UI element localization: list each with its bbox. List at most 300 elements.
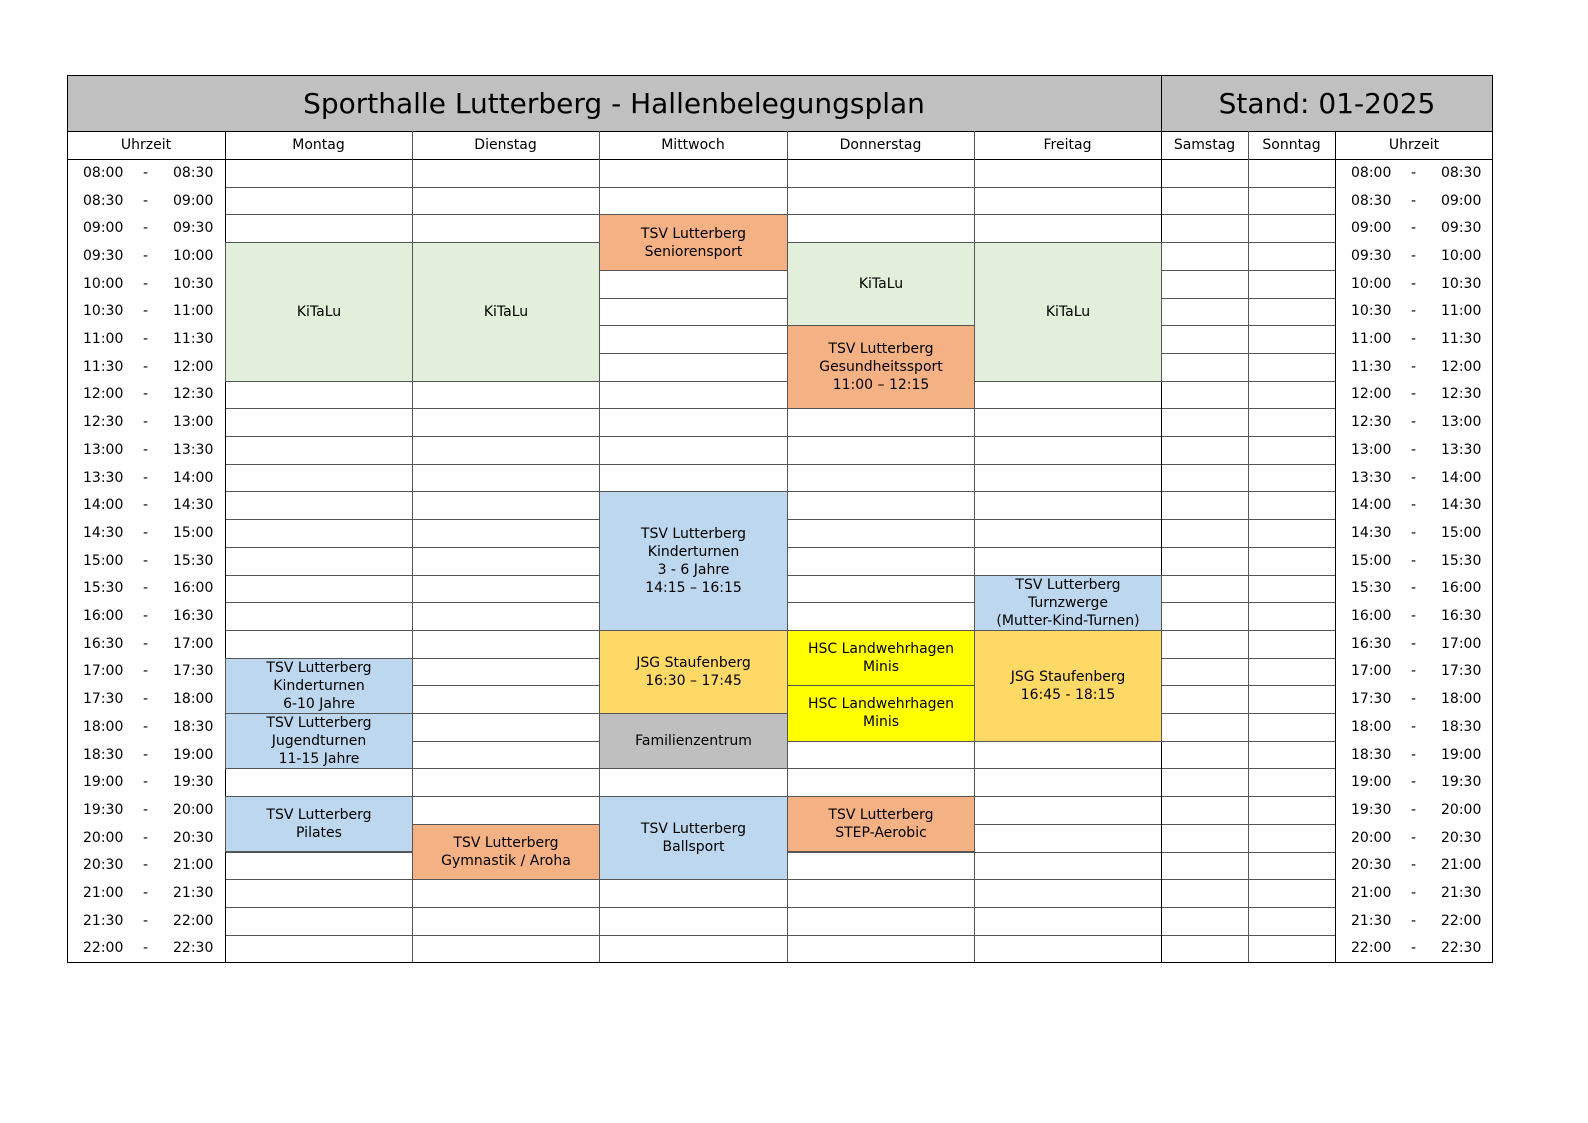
slot-start-time: 22:00 [1351, 940, 1392, 957]
slot-separator: - [1411, 331, 1417, 348]
booking-text: (Mutter-Kind-Turnen) [996, 612, 1140, 629]
slot-separator: - [1411, 635, 1417, 652]
booking-text: Kinderturnen [273, 677, 365, 694]
time-slot [1335, 879, 1493, 907]
slot-start-time: 20:00 [83, 829, 124, 846]
slot-separator: - [1411, 746, 1417, 763]
booking-text: Minis [862, 714, 900, 731]
time-slot [1335, 242, 1493, 270]
grid-line [225, 935, 1335, 936]
booking-text: TSV Lutterberg [1015, 576, 1121, 593]
grid-line [225, 408, 1335, 409]
slot-separator: - [143, 469, 149, 486]
time-slot [67, 796, 225, 824]
slot-end-time: 13:30 [173, 441, 214, 458]
time-slot [67, 187, 225, 215]
slot-separator: - [143, 358, 149, 375]
column-header-montag: Montag [292, 137, 345, 153]
booking-block[interactable] [787, 685, 975, 741]
booking-text: TSV Lutterberg [640, 225, 747, 242]
grid-line [225, 907, 1335, 908]
slot-separator: - [143, 331, 149, 348]
slot-start-time: 11:00 [1351, 331, 1392, 348]
slot-end-time: 11:00 [1441, 303, 1482, 320]
slot-end-time: 19:00 [173, 746, 214, 763]
slot-start-time: 17:00 [1351, 663, 1392, 680]
time-slot [1335, 768, 1493, 796]
slot-start-time: 09:30 [1351, 247, 1392, 264]
time-slot [67, 713, 225, 741]
slot-start-time: 16:30 [83, 635, 124, 652]
slot-end-time: 22:00 [1441, 912, 1482, 929]
slot-separator: - [143, 414, 149, 431]
slot-start-time: 19:00 [83, 774, 124, 791]
slot-separator: - [143, 885, 149, 902]
slot-end-time: 19:00 [1441, 746, 1482, 763]
time-slot [67, 907, 225, 935]
slot-separator: - [143, 192, 149, 209]
slot-separator: - [1411, 663, 1417, 680]
grid-line [225, 187, 1335, 188]
booking-text: 11:00 – 12:15 [832, 377, 930, 394]
slot-start-time: 19:30 [1351, 801, 1392, 818]
booking-block[interactable] [787, 242, 975, 326]
slot-start-time: 11:00 [83, 331, 124, 348]
time-slot [67, 575, 225, 603]
slot-separator: - [1411, 164, 1417, 181]
booking-text: Kinderturnen [647, 544, 740, 561]
booking-block[interactable] [974, 630, 1162, 742]
slot-start-time: 13:00 [83, 441, 124, 458]
slot-separator: - [1411, 386, 1417, 403]
slot-end-time: 14:00 [173, 469, 214, 486]
column-header-donnerstag: Donnerstag [839, 137, 922, 153]
time-slot [67, 214, 225, 242]
slot-separator: - [1411, 940, 1417, 957]
column-header-sonntag: Sonntag [1262, 137, 1321, 153]
booking-text: Turnzwerge [1027, 594, 1109, 611]
booking-text: 16:30 – 17:45 [645, 672, 742, 689]
time-slot [1335, 741, 1493, 769]
slot-start-time: 08:30 [1351, 192, 1392, 209]
slot-separator: - [143, 718, 149, 735]
column-header-mittwoch: Mittwoch [661, 137, 725, 153]
slot-end-time: 16:00 [173, 580, 214, 597]
slot-separator: - [143, 940, 149, 957]
slot-end-time: 20:30 [173, 829, 214, 846]
slot-end-time: 18:00 [173, 691, 214, 708]
slot-end-time: 09:30 [173, 220, 214, 237]
slot-end-time: 21:00 [173, 857, 214, 874]
booking-block[interactable] [599, 796, 788, 880]
slot-end-time: 16:00 [1441, 580, 1482, 597]
slot-end-time: 11:00 [173, 303, 214, 320]
time-slot [67, 491, 225, 519]
slot-separator: - [1411, 497, 1417, 514]
booking-block[interactable] [787, 796, 975, 852]
slot-end-time: 10:30 [173, 275, 214, 292]
time-slot [1335, 298, 1493, 326]
slot-separator: - [1411, 691, 1417, 708]
booking-text: TSV Lutterberg [266, 715, 372, 732]
time-slot [67, 353, 225, 381]
slot-start-time: 16:00 [83, 608, 124, 625]
slot-separator: - [143, 857, 149, 874]
slot-separator: - [143, 524, 149, 541]
slot-separator: - [143, 441, 149, 458]
slot-separator: - [143, 663, 149, 680]
time-slot [1335, 159, 1493, 187]
booking-text: Jugendturnen [271, 733, 367, 750]
booking-text: TSV Lutterberg [640, 821, 747, 838]
grid-line [67, 962, 1493, 963]
booking-block[interactable] [412, 824, 600, 880]
slot-end-time: 13:00 [173, 414, 214, 431]
time-slot [1335, 187, 1493, 215]
slot-separator: - [143, 608, 149, 625]
slot-separator: - [143, 552, 149, 569]
time-slot [1335, 464, 1493, 492]
slot-end-time: 09:00 [173, 192, 214, 209]
slot-end-time: 14:30 [1441, 497, 1482, 514]
time-slot [1335, 713, 1493, 741]
booking-text: Seniorensport [644, 243, 743, 260]
time-slot [1335, 381, 1493, 409]
slot-end-time: 21:00 [1441, 857, 1482, 874]
time-slot [1335, 824, 1493, 852]
slot-start-time: 19:30 [83, 801, 124, 818]
grid-line [1248, 131, 1249, 962]
slot-separator: - [143, 912, 149, 929]
slot-start-time: 20:30 [1351, 857, 1392, 874]
slot-separator: - [1411, 912, 1417, 929]
slot-start-time: 10:30 [1351, 303, 1392, 320]
booking-block[interactable] [225, 796, 413, 852]
grid-line [1161, 75, 1162, 962]
slot-start-time: 09:00 [1351, 220, 1392, 237]
schedule-sheet [67, 75, 1493, 963]
slot-start-time: 21:30 [83, 912, 124, 929]
time-slot [1335, 630, 1493, 658]
slot-start-time: 13:30 [83, 469, 124, 486]
slot-separator: - [143, 801, 149, 818]
slot-separator: - [143, 275, 149, 292]
booking-block[interactable] [974, 575, 1162, 631]
slot-separator: - [1411, 885, 1417, 902]
slot-start-time: 15:00 [83, 552, 124, 569]
slot-start-time: 14:00 [1351, 497, 1392, 514]
booking-text: TSV Lutterberg [453, 834, 559, 851]
time-slot [1335, 907, 1493, 935]
time-slot [1335, 436, 1493, 464]
slot-end-time: 22:30 [1441, 940, 1482, 957]
slot-end-time: 17:30 [1441, 663, 1482, 680]
booking-text: HSC Landwehrhagen [807, 641, 955, 658]
slot-start-time: 14:30 [1351, 524, 1392, 541]
grid-line [67, 159, 1493, 160]
slot-start-time: 09:30 [83, 247, 124, 264]
time-slot [67, 408, 225, 436]
booking-block[interactable] [225, 242, 413, 382]
slot-end-time: 15:30 [173, 552, 214, 569]
time-slot [67, 879, 225, 907]
slot-start-time: 18:00 [1351, 718, 1392, 735]
booking-text: 11-15 Jahre [278, 751, 360, 768]
slot-end-time: 15:00 [1441, 524, 1482, 541]
booking-text: KiTaLu [858, 276, 904, 293]
slot-end-time: 18:30 [173, 718, 214, 735]
time-slot [67, 658, 225, 686]
time-slot [67, 685, 225, 713]
time-slot [67, 768, 225, 796]
slot-start-time: 19:00 [1351, 774, 1392, 791]
booking-block[interactable] [225, 713, 413, 769]
booking-text: STEP-Aerobic [835, 825, 927, 842]
column-header-freitag: Freitag [1043, 137, 1092, 153]
time-slot [67, 159, 225, 187]
booking-text: KiTaLu [1045, 303, 1091, 320]
slot-end-time: 17:30 [173, 663, 214, 680]
slot-separator: - [1411, 469, 1417, 486]
slot-start-time: 11:30 [1351, 358, 1392, 375]
slot-end-time: 19:30 [173, 774, 214, 791]
slot-separator: - [143, 774, 149, 791]
time-slot [1335, 852, 1493, 880]
slot-end-time: 10:00 [173, 247, 214, 264]
slot-end-time: 08:30 [173, 164, 214, 181]
booking-text: KiTaLu [296, 303, 342, 320]
slot-end-time: 17:00 [173, 635, 214, 652]
time-slot [1335, 602, 1493, 630]
time-slot [67, 602, 225, 630]
time-slot [1335, 935, 1493, 963]
booking-block[interactable] [787, 630, 975, 686]
slot-start-time: 09:00 [83, 220, 124, 237]
slot-start-time: 12:30 [1351, 414, 1392, 431]
time-slot [67, 436, 225, 464]
slot-end-time: 20:00 [1441, 801, 1482, 818]
slot-end-time: 21:30 [173, 885, 214, 902]
booking-text: Gesundheitssport [819, 359, 943, 376]
time-slot [67, 381, 225, 409]
slot-start-time: 10:30 [83, 303, 124, 320]
booking-text: 14:15 – 16:15 [645, 580, 742, 597]
slot-end-time: 12:00 [173, 358, 214, 375]
slot-end-time: 11:30 [1441, 331, 1482, 348]
slot-separator: - [1411, 829, 1417, 846]
time-slot [1335, 214, 1493, 242]
slot-start-time: 15:00 [1351, 552, 1392, 569]
booking-text: JSG Staufenberg [1010, 668, 1126, 685]
slot-separator: - [143, 746, 149, 763]
grid-line [67, 75, 1493, 76]
slot-start-time: 08:00 [1351, 164, 1392, 181]
slot-separator: - [1411, 192, 1417, 209]
booking-text: HSC Landwehrhagen [807, 696, 955, 713]
slot-start-time: 12:00 [83, 386, 124, 403]
grid-line [225, 436, 1335, 437]
slot-separator: - [1411, 524, 1417, 541]
time-slot [67, 852, 225, 880]
slot-end-time: 17:00 [1441, 635, 1482, 652]
time-slot [1335, 796, 1493, 824]
slot-end-time: 08:30 [1441, 164, 1482, 181]
time-slot [1335, 575, 1493, 603]
slot-start-time: 16:00 [1351, 608, 1392, 625]
slot-start-time: 13:00 [1351, 441, 1392, 458]
slot-separator: - [143, 635, 149, 652]
slot-end-time: 12:00 [1441, 358, 1482, 375]
slot-start-time: 21:00 [1351, 885, 1392, 902]
slot-start-time: 11:30 [83, 358, 124, 375]
slot-separator: - [143, 691, 149, 708]
time-slot [1335, 408, 1493, 436]
slot-end-time: 14:30 [173, 497, 214, 514]
slot-end-time: 16:30 [173, 608, 214, 625]
slot-separator: - [143, 829, 149, 846]
booking-block[interactable] [599, 713, 788, 769]
booking-text: TSV Lutterberg [266, 659, 372, 676]
slot-separator: - [1411, 552, 1417, 569]
slot-start-time: 12:00 [1351, 386, 1392, 403]
time-slot [1335, 325, 1493, 353]
column-header-uhrzeit: Uhrzeit [120, 137, 172, 153]
slot-end-time: 18:30 [1441, 718, 1482, 735]
time-slot [67, 464, 225, 492]
booking-text: Familienzentrum [635, 733, 752, 750]
slot-end-time: 19:30 [1441, 774, 1482, 791]
slot-end-time: 12:30 [1441, 386, 1482, 403]
slot-start-time: 18:30 [83, 746, 124, 763]
slot-separator: - [1411, 441, 1417, 458]
slot-start-time: 21:00 [83, 885, 124, 902]
slot-end-time: 11:30 [173, 331, 214, 348]
slot-separator: - [1411, 774, 1417, 791]
time-slot [67, 741, 225, 769]
grid-line [225, 464, 1335, 465]
slot-separator: - [143, 220, 149, 237]
slot-start-time: 08:30 [83, 192, 124, 209]
column-header-dienstag: Dienstag [474, 137, 537, 153]
slot-separator: - [1411, 857, 1417, 874]
time-slot [1335, 270, 1493, 298]
slot-separator: - [1411, 303, 1417, 320]
booking-text: 3 - 6 Jahre [657, 562, 730, 579]
slot-end-time: 20:00 [173, 801, 214, 818]
slot-start-time: 12:30 [83, 414, 124, 431]
slot-end-time: 09:30 [1441, 220, 1482, 237]
booking-text: TSV Lutterberg [266, 807, 372, 824]
slot-separator: - [1411, 580, 1417, 597]
booking-block[interactable] [599, 214, 788, 270]
slot-separator: - [143, 164, 149, 181]
slot-end-time: 15:30 [1441, 552, 1482, 569]
slot-separator: - [1411, 801, 1417, 818]
slot-start-time: 22:00 [83, 940, 124, 957]
slot-end-time: 21:30 [1441, 885, 1482, 902]
slot-separator: - [143, 303, 149, 320]
slot-separator: - [1411, 608, 1417, 625]
time-slot [67, 935, 225, 963]
column-header-uhrzeit-right: Uhrzeit [1388, 137, 1440, 153]
time-slot [67, 824, 225, 852]
booking-text: TSV Lutterberg [828, 341, 934, 358]
booking-block[interactable] [412, 242, 600, 382]
slot-end-time: 13:30 [1441, 441, 1482, 458]
time-slot [67, 242, 225, 270]
booking-text: Minis [862, 659, 900, 676]
slot-start-time: 20:00 [1351, 829, 1392, 846]
time-slot [67, 325, 225, 353]
slot-start-time: 20:30 [83, 857, 124, 874]
slot-start-time: 08:00 [83, 164, 124, 181]
booking-text: KiTaLu [483, 303, 529, 320]
time-slot [67, 298, 225, 326]
booking-text: 16:45 - 18:15 [1020, 686, 1116, 703]
booking-block[interactable] [974, 242, 1162, 382]
stand-label: Stand: 01-2025 [1161, 75, 1493, 131]
slot-end-time: 22:00 [173, 912, 214, 929]
slot-start-time: 18:30 [1351, 746, 1392, 763]
slot-start-time: 14:00 [83, 497, 124, 514]
slot-start-time: 15:30 [83, 580, 124, 597]
slot-end-time: 15:00 [173, 524, 214, 541]
slot-start-time: 17:00 [83, 663, 124, 680]
time-slot [1335, 519, 1493, 547]
booking-text: TSV Lutterberg [640, 526, 747, 543]
time-slot [67, 630, 225, 658]
booking-block[interactable] [599, 630, 788, 714]
slot-start-time: 18:00 [83, 718, 124, 735]
slot-end-time: 22:30 [173, 940, 214, 957]
slot-separator: - [1411, 718, 1417, 735]
slot-start-time: 17:30 [1351, 691, 1392, 708]
slot-end-time: 16:30 [1441, 608, 1482, 625]
booking-text: Pilates [296, 825, 342, 842]
slot-end-time: 20:30 [1441, 829, 1482, 846]
slot-separator: - [1411, 220, 1417, 237]
time-slot [1335, 491, 1493, 519]
booking-block[interactable] [225, 658, 413, 714]
slot-start-time: 21:30 [1351, 912, 1392, 929]
slot-end-time: 10:30 [1441, 275, 1482, 292]
slot-end-time: 09:00 [1441, 192, 1482, 209]
booking-text: 6-10 Jahre [283, 695, 355, 712]
slot-separator: - [1411, 358, 1417, 375]
booking-text: Ballsport [662, 839, 725, 856]
booking-block[interactable] [599, 491, 788, 631]
slot-start-time: 14:30 [83, 524, 124, 541]
slot-separator: - [1411, 275, 1417, 292]
booking-text: Gymnastik / Aroha [441, 852, 571, 869]
slot-start-time: 15:30 [1351, 580, 1392, 597]
column-header-samstag: Samstag [1173, 137, 1236, 153]
slot-separator: - [143, 497, 149, 514]
slot-start-time: 17:30 [83, 691, 124, 708]
time-slot [1335, 685, 1493, 713]
time-slot [1335, 547, 1493, 575]
time-slot [1335, 658, 1493, 686]
slot-start-time: 16:30 [1351, 635, 1392, 652]
slot-separator: - [143, 580, 149, 597]
slot-separator: - [143, 247, 149, 264]
time-slot [67, 547, 225, 575]
slot-end-time: 13:00 [1441, 414, 1482, 431]
time-slot [67, 519, 225, 547]
slot-separator: - [1411, 247, 1417, 264]
slot-end-time: 10:00 [1441, 247, 1482, 264]
booking-block[interactable] [787, 325, 975, 409]
